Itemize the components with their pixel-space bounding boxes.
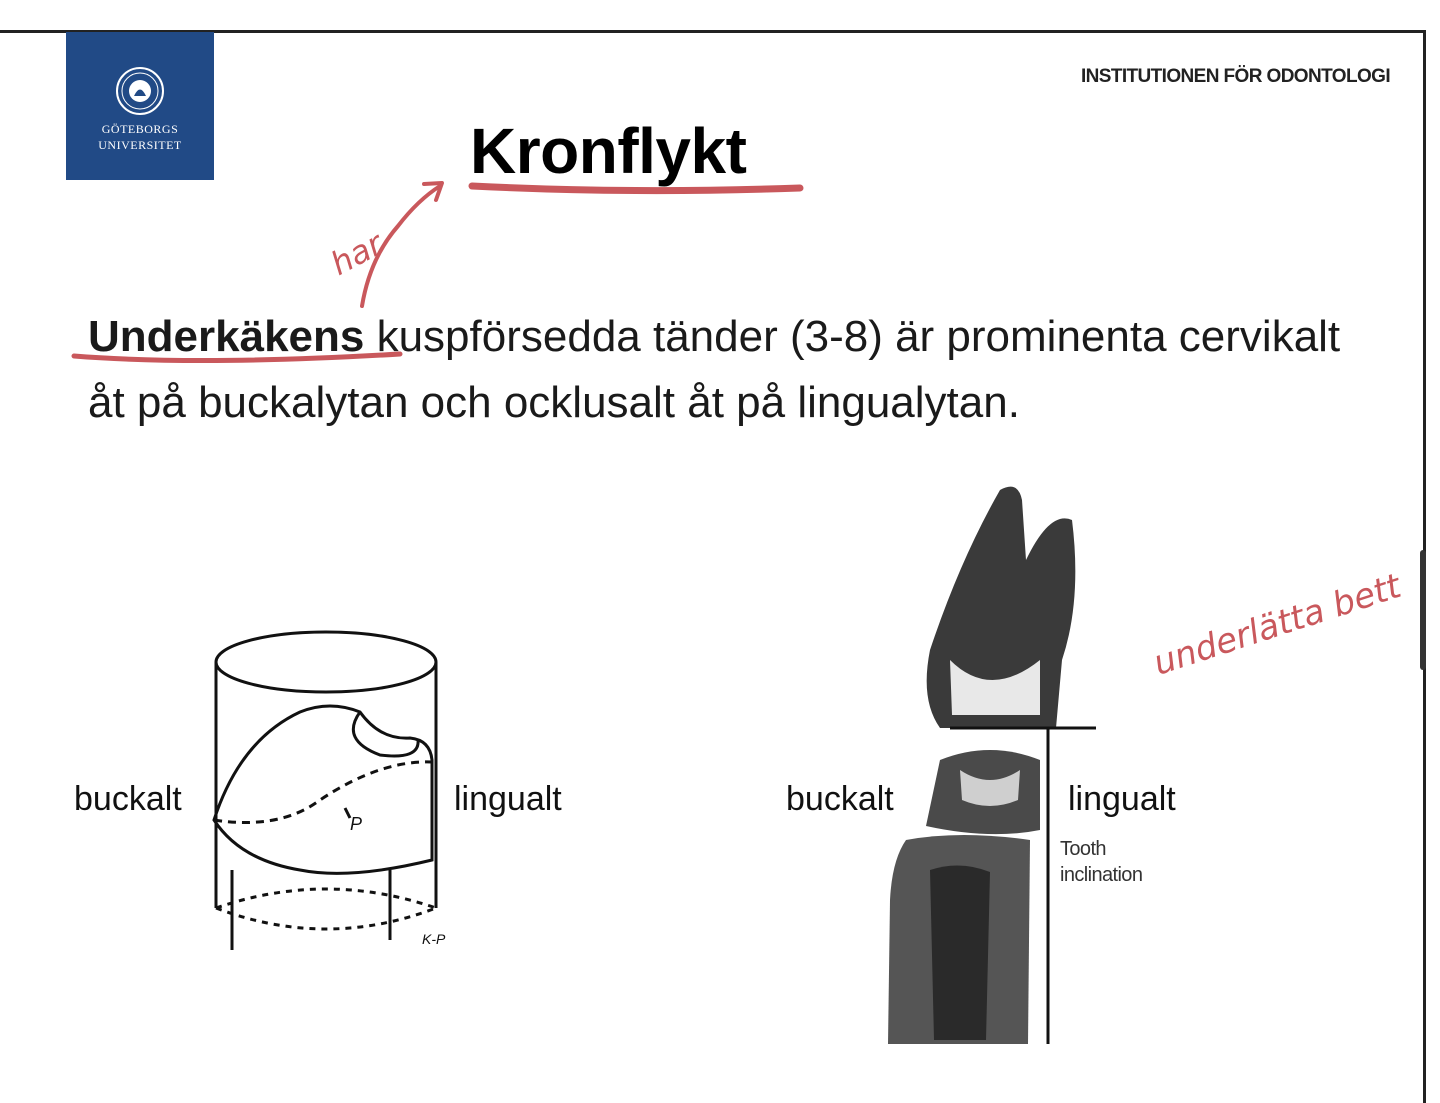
scrollbar[interactable] [1420,550,1426,670]
point-label: P [350,814,363,834]
institution-name: INSTITUTIONEN FÖR ODONTOLOGI [1080,66,1390,87]
body-bold-term: Underkäkens [88,312,365,361]
logo-line-2: UNIVERSITET [98,138,182,152]
slide-title: Kronflykt [470,115,747,187]
body-rest: kuspförsedda tänder (3-8) är prominenta cervikalt åt på buckalytan och ocklusalt åt på lingualytan. [88,312,1341,427]
left-figure-buccal-label: buckalt [74,780,182,818]
side-note: underlätta bett [1148,566,1406,684]
slide-frame [0,30,1426,1103]
right-figure-lingual-label: lingualt [1068,780,1176,818]
tooth-caption-line-2: inclination [1060,864,1143,886]
logo-line-1: GÖTEBORGS [101,122,179,136]
body-paragraph [88,304,1388,436]
university-seal-icon [115,66,165,116]
arrow-note: har [324,224,390,283]
tooth-caption-line-1: Tooth [1060,838,1106,860]
university-logo [66,32,214,180]
right-figure-buccal-label: buckalt [786,780,894,818]
base-label: K-P [422,931,446,947]
left-figure-lingual-label: lingualt [454,780,562,818]
